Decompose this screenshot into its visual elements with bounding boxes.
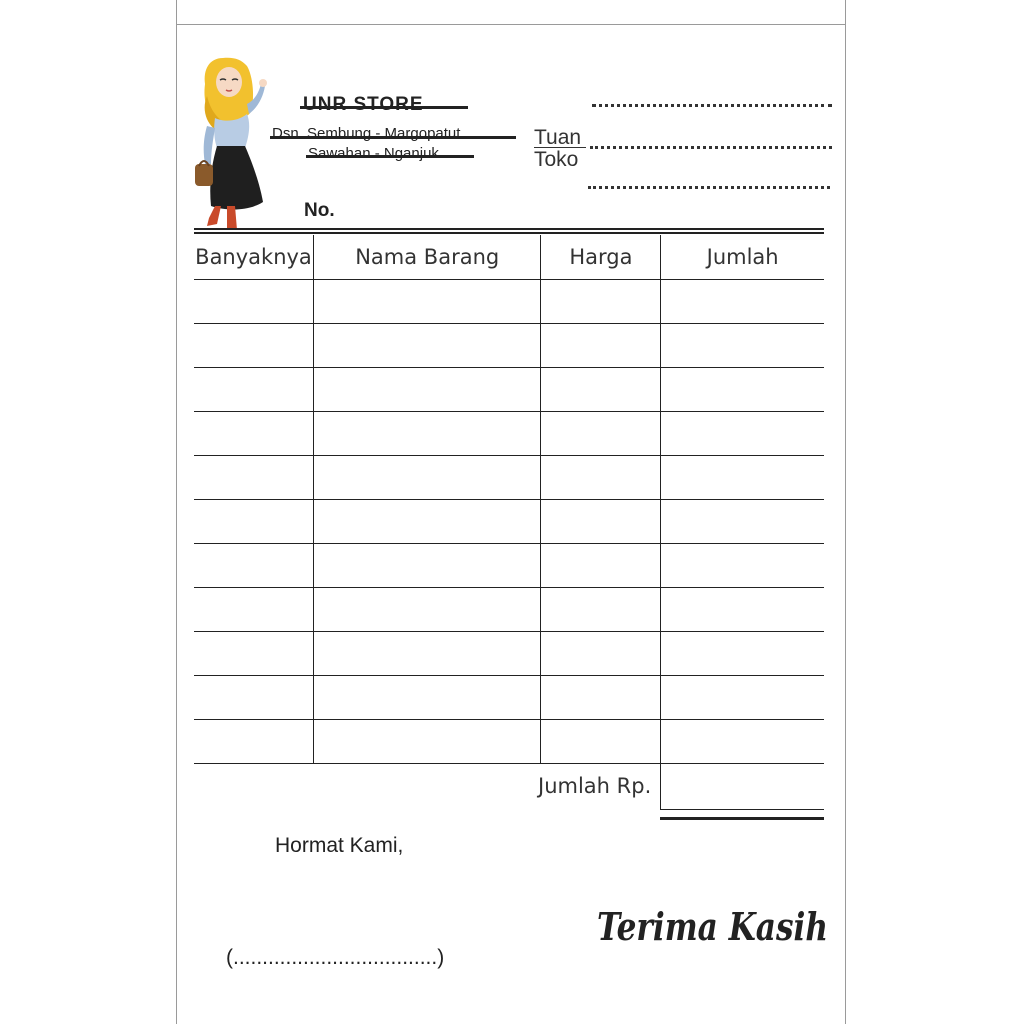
header-divider-top bbox=[194, 228, 824, 230]
table-cell[interactable] bbox=[541, 676, 661, 720]
table-cell[interactable] bbox=[661, 588, 824, 632]
table-cell[interactable] bbox=[541, 412, 661, 456]
store-address-line1: Dsn. Sembung - Margopatut bbox=[272, 125, 461, 142]
column-header-price: Harga bbox=[541, 235, 661, 280]
column-header-item-name: Nama Barang bbox=[313, 235, 540, 280]
sheet-top-edge bbox=[176, 24, 846, 25]
table-row bbox=[194, 632, 824, 676]
table-cell[interactable] bbox=[661, 500, 824, 544]
table-row bbox=[194, 500, 824, 544]
table-row bbox=[194, 456, 824, 500]
store-name-strikethrough bbox=[300, 106, 468, 109]
table-cell[interactable] bbox=[541, 280, 661, 324]
table-row bbox=[194, 412, 824, 456]
table-cell[interactable] bbox=[313, 368, 540, 412]
table-row bbox=[194, 588, 824, 632]
hijab-woman-illustration-icon bbox=[193, 56, 271, 232]
table-cell[interactable] bbox=[194, 544, 313, 588]
table-header-row bbox=[194, 235, 824, 280]
column-header-quantity: Banyaknya bbox=[194, 235, 313, 280]
signature-line[interactable]: (...................................) bbox=[226, 946, 445, 969]
total-label: Jumlah Rp. bbox=[538, 774, 652, 798]
shop-label: Toko bbox=[534, 148, 579, 171]
table-row bbox=[194, 544, 824, 588]
store-address-line2: Sawahan - Nganjuk bbox=[308, 145, 439, 162]
table-row bbox=[194, 280, 824, 324]
table-cell[interactable] bbox=[313, 280, 540, 324]
table-cell[interactable] bbox=[194, 368, 313, 412]
header-blank-line-1[interactable] bbox=[592, 104, 832, 107]
table-row bbox=[194, 720, 824, 764]
table-cell[interactable] bbox=[194, 720, 313, 764]
table-cell[interactable] bbox=[313, 720, 540, 764]
address-line2-strikethrough bbox=[306, 155, 474, 158]
table-cell[interactable] bbox=[313, 412, 540, 456]
shop-blank-line[interactable] bbox=[588, 186, 830, 189]
table-cell[interactable] bbox=[541, 588, 661, 632]
table-row bbox=[194, 368, 824, 412]
closing-text: Hormat Kami, bbox=[275, 834, 404, 857]
table-cell[interactable] bbox=[194, 412, 313, 456]
table-cell[interactable] bbox=[313, 676, 540, 720]
table-cell[interactable] bbox=[313, 632, 540, 676]
table-cell[interactable] bbox=[194, 324, 313, 368]
column-header-amount: Jumlah bbox=[661, 235, 824, 280]
address-line1-strikethrough bbox=[270, 136, 516, 139]
table-cell[interactable] bbox=[661, 544, 824, 588]
table-cell[interactable] bbox=[661, 720, 824, 764]
table-cell[interactable] bbox=[313, 500, 540, 544]
table-cell[interactable] bbox=[194, 676, 313, 720]
table-cell[interactable] bbox=[541, 544, 661, 588]
table-cell[interactable] bbox=[661, 456, 824, 500]
table-cell[interactable] bbox=[661, 368, 824, 412]
table-cell[interactable] bbox=[541, 632, 661, 676]
table-cell[interactable] bbox=[661, 324, 824, 368]
table-cell[interactable] bbox=[541, 456, 661, 500]
header-divider-bottom bbox=[194, 232, 824, 234]
table-cell[interactable] bbox=[541, 324, 661, 368]
store-name: UNR STORE bbox=[303, 94, 424, 115]
table-cell[interactable] bbox=[313, 588, 540, 632]
table-cell[interactable] bbox=[313, 456, 540, 500]
table-cell[interactable] bbox=[661, 412, 824, 456]
total-amount-field[interactable] bbox=[660, 762, 824, 810]
table-cell[interactable] bbox=[541, 368, 661, 412]
total-double-underline bbox=[660, 817, 824, 820]
table-cell[interactable] bbox=[194, 500, 313, 544]
table-cell[interactable] bbox=[194, 456, 313, 500]
table-row bbox=[194, 676, 824, 720]
items-table bbox=[194, 235, 824, 764]
table-cell[interactable] bbox=[541, 500, 661, 544]
table-cell[interactable] bbox=[194, 280, 313, 324]
table-cell[interactable] bbox=[194, 632, 313, 676]
table-cell[interactable] bbox=[661, 280, 824, 324]
customer-label: Tuan bbox=[534, 126, 582, 149]
table-cell[interactable] bbox=[541, 720, 661, 764]
thank-you-text: Terima Kasih bbox=[597, 904, 829, 949]
receipt-number-label: No. bbox=[304, 200, 335, 221]
table-row bbox=[194, 324, 824, 368]
customer-blank-line[interactable] bbox=[590, 146, 832, 149]
table-cell[interactable] bbox=[661, 676, 824, 720]
table-cell[interactable] bbox=[313, 324, 540, 368]
table-cell[interactable] bbox=[313, 544, 540, 588]
table-cell[interactable] bbox=[661, 632, 824, 676]
table-cell[interactable] bbox=[194, 588, 313, 632]
